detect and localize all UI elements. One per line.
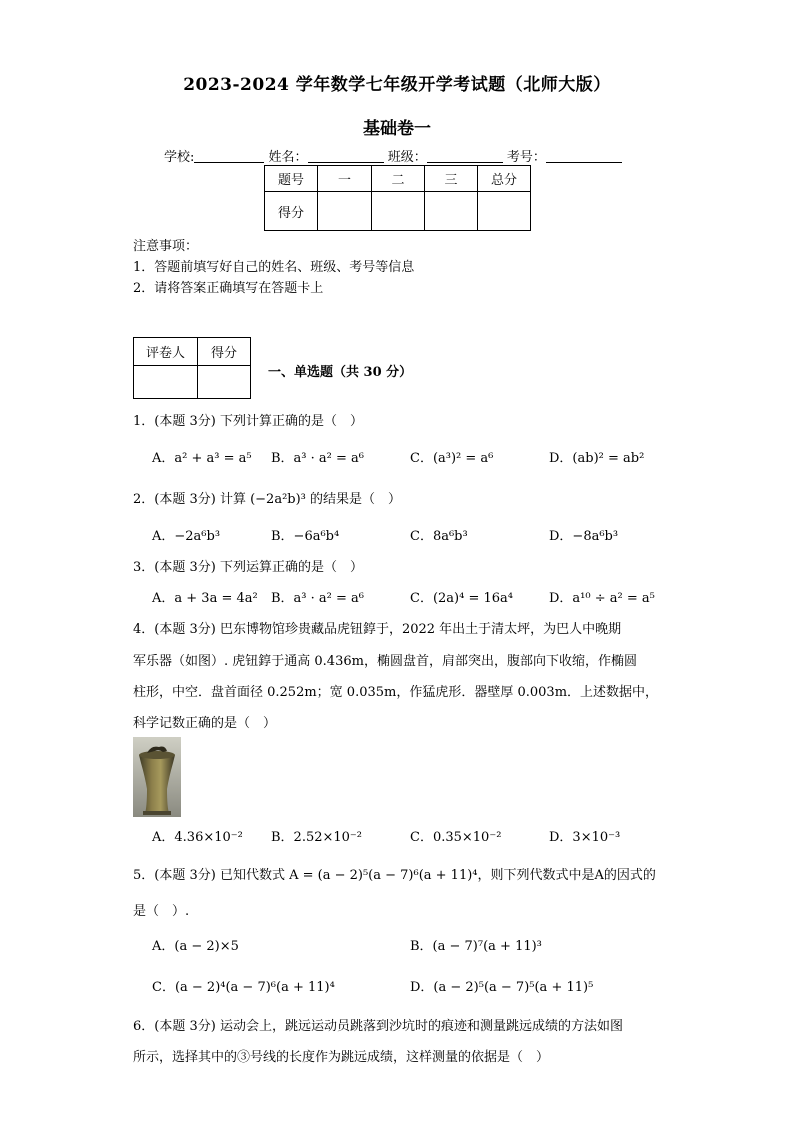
question-4-stem-line: 军乐器（如图）. 虎钮錞于通高 0.436m，椭圆盘首，肩部突出，腹部向下收缩，作椭圆 [133,654,637,669]
grader-table [133,337,251,399]
question-4-stem-line: 4．(本题 3分) 巴东博物馆珍贵藏品虎钮錞于，2022 年出土于清太坪，为巴人中晚期 [133,622,622,637]
q4-option-b[interactable]: B．2.52×10⁻² [271,830,363,845]
grader-score-header: 得分 [198,338,251,366]
q2-option-d[interactable]: D．−8a⁶b³ [549,529,619,544]
question-2-stem: 2．(本题 3分) 计算 (−2a²b)³ 的结果是（ ） [133,492,402,507]
score-table [264,165,531,231]
question-4-stem-line: 柱形，中空．盘首面径 0.252m；宽 0.035m，作猛虎形．器壁厚 0.003m．上述数据中， [133,685,659,700]
notes [133,236,414,299]
score-row-label: 得分 [265,192,318,231]
notes-item: 2．请将答案正确填写在答题卡上 [133,281,324,296]
student-info-line [164,146,622,165]
school-blank[interactable] [194,148,264,163]
q3-option-c[interactable]: C．(2a)⁴ = 16a⁴ [410,591,513,606]
page-subtitle: 基础卷一 [363,119,431,139]
score-cell[interactable] [425,192,478,231]
q5-option-a[interactable]: A．(a − 2)×5 [152,939,239,954]
q1-option-b[interactable]: B．a³ · a² = a⁶ [271,451,364,466]
q3-option-d[interactable]: D．a¹⁰ ÷ a² = a⁵ [549,591,655,606]
name-label: 姓名： [268,150,308,165]
q2-option-c[interactable]: C．8a⁶b³ [410,529,468,544]
q1-option-c[interactable]: C．(a³)² = a⁶ [410,451,494,466]
score-header-cell: 二 [372,166,425,192]
score-cell[interactable] [478,192,531,231]
score-header-cell: 三 [425,166,478,192]
section-title: 一、单选题（共 30 分） [268,365,413,380]
question-6-stem-line: 所示，选择其中的③号线的长度作为跳远成绩，这样测量的依据是（ ） [133,1050,550,1065]
grader-score-cell[interactable] [198,366,251,399]
score-header-cell: 题号 [265,166,318,192]
school-label: 学校: [164,150,195,165]
class-label: 班级： [387,150,427,165]
q3-option-a[interactable]: A．a + 3a = 4a² [152,591,258,606]
score-header-cell: 一 [318,166,372,192]
q1-option-a[interactable]: A．a² + a³ = a⁵ [152,451,252,466]
score-cell[interactable] [318,192,372,231]
grader-cell[interactable] [134,366,198,399]
id-label: 考号： [506,150,546,165]
question-1-stem: 1．(本题 3分) 下列计算正确的是（ ） [133,414,363,429]
page-title: 2023-2024 学年数学七年级开学考试题（北师大版） [183,75,611,95]
score-header-cell: 总分 [478,166,531,192]
q4-option-c[interactable]: C．0.35×10⁻² [410,830,502,845]
question-4-stem-line: 科学记数正确的是（ ） [133,716,277,731]
question-5-stem-line: 是（ ）. [133,904,190,919]
question-6-stem-line: 6．(本题 3分) 运动会上，跳远运动员跳落到沙坑时的痕迹和测量跳远成绩的方法如图 [133,1019,623,1034]
name-blank[interactable] [308,148,384,163]
q1-option-d[interactable]: D．(ab)² = ab² [549,451,645,466]
q2-option-b[interactable]: B．−6a⁶b⁴ [271,529,340,544]
notes-item: 1．答题前填写好自己的姓名、班级、考号等信息 [133,260,415,275]
q5-option-c[interactable]: C．(a − 2)⁴(a − 7)⁶(a + 11)⁴ [152,980,335,995]
question-5-stem-line: 5．(本题 3分) 已知代数式 A = (a − 2)⁵(a − 7)⁶(a + 11)⁴，则下列代数式中是A的因式的 [133,868,656,883]
q3-option-b[interactable]: B．a³ · a² = a⁶ [271,591,364,606]
id-blank[interactable] [546,148,622,163]
score-cell[interactable] [372,192,425,231]
question-3-stem: 3．(本题 3分) 下列运算正确的是（ ） [133,560,363,575]
q2-option-a[interactable]: A．−2a⁶b³ [152,529,221,544]
tiger-knob-chunyu-photo [133,737,181,817]
notes-heading: 注意事项： [133,239,199,254]
q5-option-b[interactable]: B．(a − 7)⁷(a + 11)³ [410,939,542,954]
q5-option-d[interactable]: D．(a − 2)⁵(a − 7)⁵(a + 11)⁵ [410,980,594,995]
q4-option-d[interactable]: D．3×10⁻³ [549,830,621,845]
grader-header: 评卷人 [134,338,198,366]
q4-option-a[interactable]: A．4.36×10⁻² [152,830,243,845]
class-blank[interactable] [427,148,503,163]
